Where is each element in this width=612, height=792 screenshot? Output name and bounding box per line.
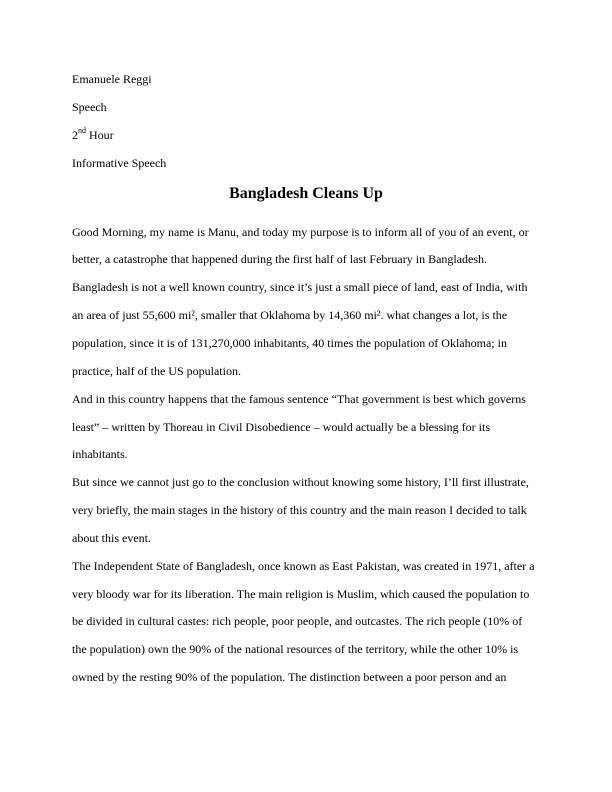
hour-word: Hour xyxy=(86,128,114,142)
hour-number: 2 xyxy=(72,128,78,142)
body-line: But since we cannot just go to the conclusion without knowing some history, I’ll first illustrate, xyxy=(72,475,529,489)
body-line: And in this country happens that the famous sentence “That government is best which governs xyxy=(72,392,526,406)
assignment-type: Informative Speech xyxy=(72,156,167,170)
class-hour xyxy=(72,128,114,142)
body-line: about this event. xyxy=(72,531,151,545)
body-line: very briefly, the main stages in the history of this country and the main reason I decided to talk xyxy=(72,503,527,517)
body-line: be divided in cultural castes: rich people, poor people, and outcastes. The rich people (10% of xyxy=(72,614,523,628)
body-line: the population) own the 90% of the national resources of the territory, while the other 10% is xyxy=(72,642,519,656)
hour-suffix: nd xyxy=(78,126,86,135)
body-line: practice, half of the US population. xyxy=(72,364,241,378)
body-line: an area of just 55,600 mi², smaller that Oklahoma by 14,360 mi². what changes a lot, is the xyxy=(72,308,508,322)
author-name: Emanuele Reggi xyxy=(72,72,152,86)
body-line: Bangladesh is not a well known country, since it’s just a small piece of land, east of India, with xyxy=(72,280,528,294)
body-line: Good Morning, my name is Manu, and today my purpose is to inform all of you of an event, or xyxy=(72,225,529,239)
course-name: Speech xyxy=(72,100,107,114)
body-line: better, a catastrophe that happened during the first half of last February in Bangladesh. xyxy=(72,252,488,266)
document-title: Bangladesh Cleans Up xyxy=(229,185,383,202)
body-line: very bloody war for its liberation. The main religion is Muslim, which caused the population to xyxy=(72,587,530,601)
body-line: owned by the resting 90% of the population. The distinction between a poor person and an xyxy=(72,670,507,684)
body-line: The Independent State of Bangladesh, once known as East Pakistan, was created in 1971, after a xyxy=(72,559,535,573)
body-line: population, since it is of 131,270,000 inhabitants, 40 times the population of Oklahoma; in xyxy=(72,336,507,350)
body-line: inhabitants. xyxy=(72,447,128,461)
body-line: least” – written by Thoreau in Civil Disobedience – would actually be a blessing for its xyxy=(72,420,491,434)
